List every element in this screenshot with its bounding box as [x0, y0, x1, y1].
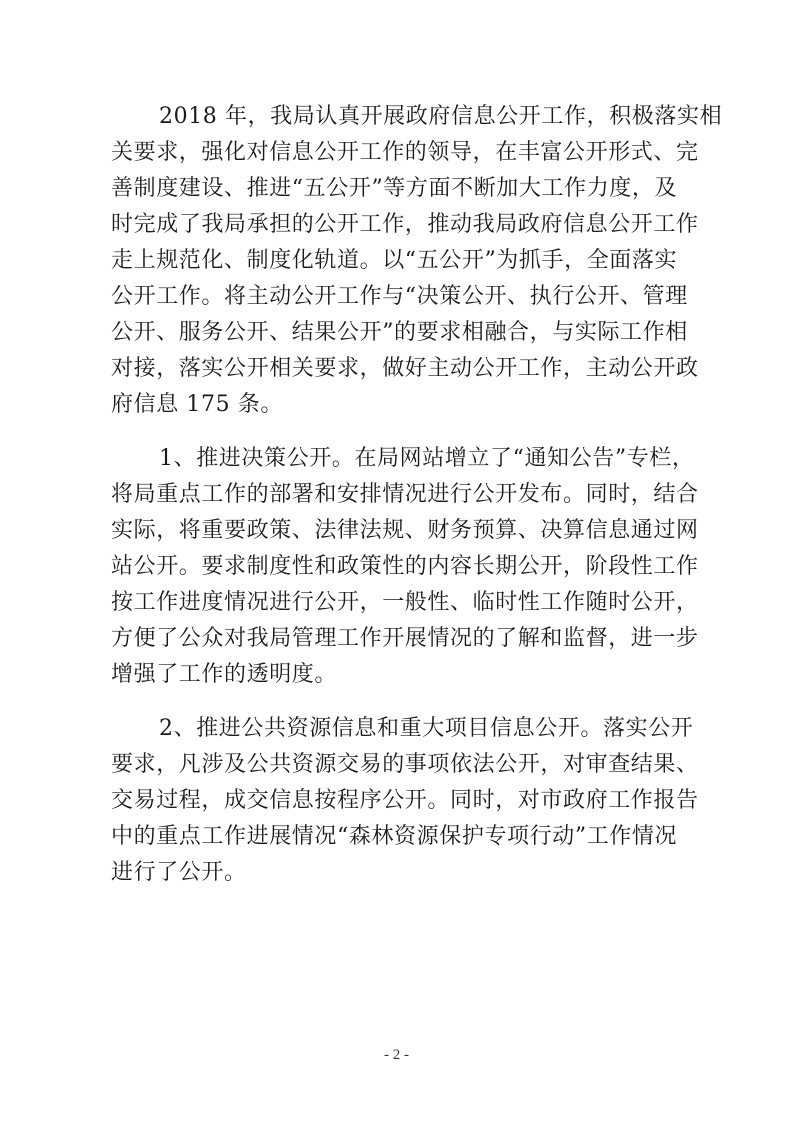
text-line: 公开工作。将主动公开工作与“决策公开、执行公开、管理 — [111, 284, 688, 309]
text-line: 走上规范化、制度化轨道。以“五公开”为抓手，全面落实 — [111, 248, 678, 273]
text-line: 中的重点工作进展情况“森林资源保护专项行动”工作情况 — [111, 824, 678, 849]
text-line: 进行了公开。 — [111, 860, 247, 885]
paragraph-decision-disclosure — [111, 441, 699, 693]
paragraph-summary — [111, 99, 723, 423]
text-line: 要求，凡涉及公共资源交易的事项依法公开，对审查结果、 — [111, 752, 699, 777]
paragraph-spacer — [111, 693, 687, 711]
text-line: 1、推进决策公开。在局网站增立了“通知公告”专栏， — [159, 446, 695, 471]
text-line: 站公开。要求制度性和政策性的内容长期公开，阶段性工作 — [111, 554, 699, 579]
text-line: 方便了公众对我局管理工作开展情况的了解和监督，进一步 — [111, 626, 699, 651]
text-line: 实际，将重要政策、法律法规、财务预算、决算信息通过网 — [111, 518, 699, 543]
text-line: 交易过程，成交信息按程序公开。同时，对市政府工作报告 — [111, 788, 699, 813]
text-line: 关要求，强化对信息公开工作的领导，在丰富公开形式、完 — [111, 140, 699, 165]
text-line: 时完成了我局承担的公开工作，推动我局政府信息公开工作 — [111, 212, 699, 237]
text-line: 对接，落实公开相关要求，做好主动公开工作，主动公开政 — [111, 356, 699, 381]
document-body — [111, 99, 723, 891]
text-line: 2、推进公共资源信息和重大项目信息公开。落实公开 — [159, 716, 694, 741]
text-line: 将局重点工作的部署和安排情况进行公开发布。同时，结合 — [111, 482, 699, 507]
paragraph-public-resources-disclosure — [111, 711, 699, 891]
text-line: 2018 年，我局认真开展政府信息公开工作，积极落实相 — [159, 104, 723, 129]
text-line: 府信息 175 条。 — [111, 392, 283, 417]
text-line: 按工作进度情况进行公开，一般性、临时性工作随时公开， — [111, 590, 699, 615]
paragraph-spacer — [111, 423, 687, 441]
text-line: 善制度建设、推进“五公开”等方面不断加大工作力度，及 — [111, 176, 678, 201]
text-line: 公开、服务公开、结果公开”的要求相融合，与实际工作相 — [111, 320, 688, 345]
page-number: - 2 - — [384, 1047, 409, 1063]
text-line: 增强了工作的透明度。 — [111, 662, 338, 687]
